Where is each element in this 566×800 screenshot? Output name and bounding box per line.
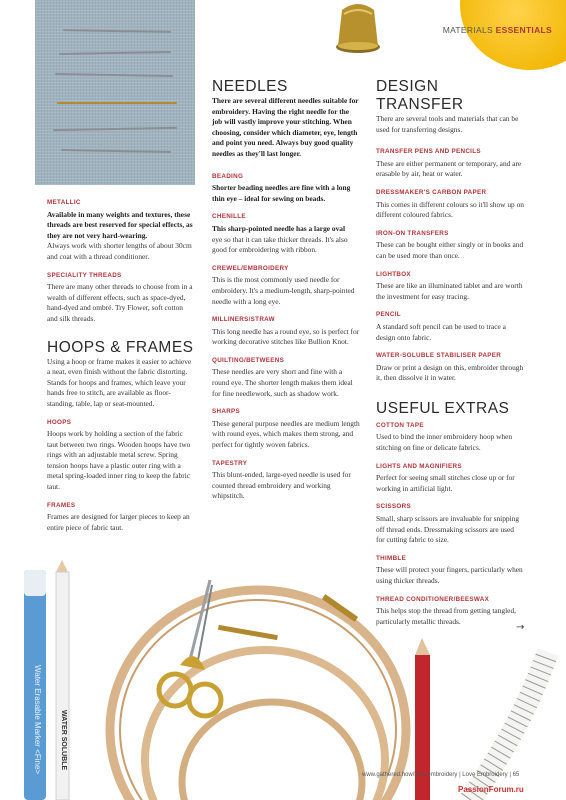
scissors-heading: SCISSORS xyxy=(376,503,411,511)
lightbox-text: These are like an illuminated tablet and are worth the investment for easy tracing. xyxy=(376,281,523,301)
footer-url: www.gathered.how/love-embroidery xyxy=(362,772,458,778)
hoops-heading: HOOPS xyxy=(47,418,72,426)
frames-heading: FRAMES xyxy=(47,501,76,509)
tapestry-text: This blunt-ended, large-eyed needle is used for counted thread embroidery and working whipstitch. xyxy=(212,470,351,501)
page-number: 65 xyxy=(512,772,520,778)
pencil-label: WATER SOLUBLE xyxy=(60,710,67,771)
sharps-heading: SHARPS xyxy=(212,408,241,416)
hoops-intro-text: Using a hoop or frame makes it easier to achieve a neat, even finish without the fabric distorting. Stands for hoops and frames, which leave your hands free to stitch, are available as floor-standing, table, lap or seat-mounted. xyxy=(47,356,192,408)
conditioner-heading: THREAD CONDITIONER/BEESWAX xyxy=(376,595,490,603)
iron-on-text: These can be bought either singly or in books and can be used more than once. xyxy=(376,240,524,260)
metallic-text: Always work with shorter lengths of about 30cm and coat with a thread conditioner. xyxy=(47,241,192,261)
crewel-heading: CREWEL/EMBROIDERY xyxy=(212,264,289,272)
chenille-bold-text: This sharp-pointed needle has a large oval xyxy=(212,223,346,233)
thimble-image xyxy=(328,0,388,55)
column-right xyxy=(376,78,524,627)
beading-heading: BEADING xyxy=(212,172,244,180)
beading-text: Shorter beading needles are fine with a long thin eye – ideal for sewing on beads. xyxy=(212,183,351,203)
pencil-text: A standard soft pencil can be used to trace a design onto fabric. xyxy=(376,321,506,342)
thimble-text: These will protect your fingers, particularly when using thicker threads. xyxy=(376,565,523,585)
tapestry-heading: TAPESTRY xyxy=(212,459,248,467)
yellow-ball-image xyxy=(460,0,566,70)
section-header xyxy=(443,25,552,35)
lightbox-heading: LIGHTBOX xyxy=(376,270,411,278)
metallic-bold-text: Available in many weights and textures, these threads are best reserved for special effects, as they are not very hard-wearing. xyxy=(47,209,193,240)
chenille-text: eye so that it can take thicker threads. It's also good for embroidering with ribbon. xyxy=(212,234,348,255)
hoops-frames-title: HOOPS & FRAMES xyxy=(47,338,194,356)
carbon-paper-heading: DRESSMAKER'S CARBON PAPER xyxy=(376,188,487,196)
embroidery-tools-photo xyxy=(0,560,566,800)
sharps-text: These general purpose needles are medium length with round eyes, which makes them strong, and perfect for tightly woven fabrics. xyxy=(212,418,360,450)
cotton-tape-heading: COTTON TAPE xyxy=(376,421,424,429)
design-transfer-title: DESIGN TRANSFER xyxy=(376,78,464,113)
frames-text: Frames are designed for larger pieces to keep an entire piece of fabric taut. xyxy=(47,512,190,532)
transfer-pens-heading: TRANSFER PENS AND PENCILS xyxy=(376,148,481,156)
fabric-swatch-image xyxy=(35,0,195,185)
header-accent: ESSENTIALS xyxy=(495,25,552,35)
cotton-tape-text: Used to bind the inner embroidery hoop when stitching on fine or delicate fabrics. xyxy=(376,432,513,453)
pencil-heading: PENCIL xyxy=(376,311,401,319)
milliners-text: This long needle has a round eye, so is perfect for working decorative stitches like Bullion Knot. xyxy=(212,326,360,347)
speciality-text: There are many other threads to choose from in a wealth of different effects, such as space-dyed, hand-dyed and ombré. Try Flower, soft cotton and silk threads. xyxy=(47,282,193,323)
scissors-text: Small, sharp scissors are invaluable for snipping off thread ends. Dressmaking scissors are used for cutting fabric to size. xyxy=(376,514,520,545)
speciality-heading: SPECIALITY THREADS xyxy=(47,271,122,279)
footer-magazine: Love Embroidery xyxy=(462,772,508,778)
useful-extras-title: USEFUL EXTRAS xyxy=(376,399,510,417)
carbon-paper-text: This comes in different colours so it'll show up on different coloured fabrics. xyxy=(376,199,524,220)
continue-arrow-icon: → xyxy=(516,622,525,633)
marker-label: Water Erasable Marker <Fine> xyxy=(33,665,42,775)
needles-title: NEEDLES xyxy=(212,78,288,95)
milliners-heading: MILLINERS/STRAW xyxy=(212,316,275,324)
lights-text: Perfect for seeing small stitches close up or for working in artificial light. xyxy=(376,473,515,493)
design-intro-text: There are several tools and materials that can be used for transferring designs. xyxy=(376,114,519,134)
page-footer: www.gathered.how/love-embroidery | Love Embroidery | 65 xyxy=(362,772,520,778)
transfer-pens-text: These are either permanent or temporary, and are erasable by air, heat or water. xyxy=(376,158,522,179)
column-middle xyxy=(212,78,360,502)
chenille-heading: CHENILLE xyxy=(212,213,246,221)
lights-heading: LIGHTS AND MAGNIFIERS xyxy=(376,462,462,470)
crewel-text: This is the most commonly used needle for embroidery. It's a medium-length, sharp-pointed needle with a long eye. xyxy=(212,275,355,306)
watermark-text: PassionForum.ru xyxy=(458,785,524,794)
iron-on-heading: IRON-ON TRANSFERS xyxy=(376,229,449,237)
hoops-text: Hoops work by holding a section of the fabric taut between two rings. Wooden hoops have two rings with an adjustable metal screw. Spring tension hoops have a plastic outer ring with a metal spring-loaded inner ring to keep the fabric taut. xyxy=(47,429,191,492)
conditioner-text: This helps stop the thread from getting tangled, particularly metallic threads. xyxy=(376,606,516,626)
quilting-text: These needles are very short and fine with a round eye. The shorter length makes them ideal for fine needlework, such as shadow work. xyxy=(212,367,353,398)
stabiliser-text: Draw or print a design on this, embroider through it, then dissolve it in water. xyxy=(376,362,524,383)
stabiliser-heading: WATER-SOLUBLE STABILISER PAPER xyxy=(376,352,502,360)
metallic-heading: METALLIC xyxy=(47,199,81,206)
needles-intro-text: There are several different needles suitable for embroidery. Having the right needle for the job will vastly improve your stitching. When choosing, consider which diameter, eye, length and point you need. Always buy good quality needles as they'll last longer. xyxy=(212,96,359,158)
thimble-heading: THIMBLE xyxy=(376,554,407,562)
quilting-heading: QUILTING/BETWEENS xyxy=(212,356,285,364)
column-left xyxy=(47,195,195,533)
header-section: MATERIALS xyxy=(442,25,493,35)
